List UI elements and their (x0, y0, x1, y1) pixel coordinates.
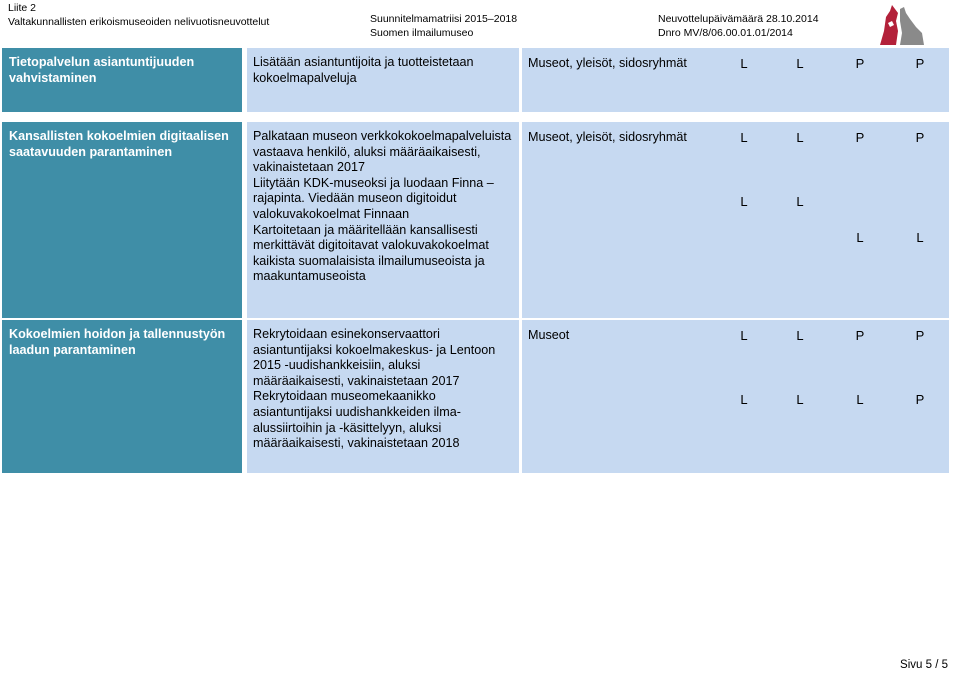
matrix-title: Suunnitelmamatriisi 2015–2018 (370, 13, 518, 25)
year-2015-mark: L (740, 194, 748, 209)
year-2017-mark: P (855, 130, 865, 145)
target-and-marks-cell (522, 48, 949, 112)
goal-text: Tietopalvelun asiantuntijuuden vahvistaminen (9, 55, 195, 85)
action-text: Kartoitetaan ja määritellään kansallisesti merkittävät digitoitavat valokuvakokoelmat kaikista suomalaisista ilmailumuseoista ja maakuntamuseoista (253, 222, 489, 284)
year-2015-mark: L (740, 328, 748, 343)
goal-text: Kansallisten kokoelmien digitaalisen saatavuuden parantaminen (9, 129, 229, 159)
museum-name: Suomen ilmailumuseo (370, 27, 474, 39)
year-2016-mark: L (796, 130, 804, 145)
goal-text: Kokoelmien hoidon ja tallennustyön laadun parantaminen (9, 327, 226, 357)
goal-cell (2, 320, 243, 473)
goal-cell (2, 48, 243, 112)
negotiation-title: Valtakunnallisten erikoismuseoiden nelivuotisneuvottelut (8, 16, 270, 28)
target-and-marks-cell (522, 320, 949, 473)
year-2015-mark: L (740, 392, 748, 407)
record-number: Dnro MV/8/06.00.01.01/2014 (658, 27, 793, 39)
year-2015-mark: L (740, 130, 748, 145)
action-text: Lisätään asiantuntijoita ja tuotteistetaan kokoelmapalveluja (253, 55, 474, 85)
year-2017-mark: P (855, 328, 865, 343)
goal-cell (2, 122, 243, 318)
action-text: Palkataan museon verkkokokoelmapalveluista vastaava henkilö, aluksi määräaikaisesti, vakinaistetaan 2017 (253, 129, 512, 175)
year-2016-mark: L (796, 56, 804, 71)
target-group-text: Museot (528, 328, 570, 342)
page-header (0, 0, 960, 46)
action-text: Rekrytoidaan museomekaanikko asiantuntijaksi uudishankkeiden ilma-alussiirtoihin ja -käsittelyyn, aluksi määräaikaisesti, vakinaistetaan 2018 (253, 389, 461, 451)
year-2015-mark: L (740, 56, 748, 71)
action-text: Rekrytoidaan esinekonservaattori asiantuntijaksi kokoelmakeskus- ja Lentoon 2015 -uudishankkeisiin, aluksi määräaikaisesti, vakinaistetaan 2017 (253, 327, 496, 388)
table-row (0, 48, 960, 112)
row-spacer (2, 115, 949, 122)
negotiation-date: Neuvottelupäivämäärä 28.10.2014 (658, 13, 819, 25)
year-2016-mark: L (796, 392, 804, 407)
table-row (0, 122, 960, 318)
year-2017-mark: P (855, 56, 865, 71)
year-2017-mark: L (856, 230, 864, 245)
actions-cell (246, 48, 519, 112)
year-2016-mark: L (796, 328, 804, 343)
year-2016-mark: L (796, 194, 804, 209)
table-row (0, 320, 960, 473)
year-2018-mark: P (915, 328, 925, 343)
page-number-text: Sivu 5 / 5 (900, 659, 948, 671)
target-and-marks-cell (522, 122, 949, 318)
year-2018-mark: P (915, 56, 925, 71)
page-number (900, 659, 948, 671)
year-2018-mark: P (915, 130, 925, 145)
year-2017-mark: L (856, 392, 864, 407)
year-2018-mark: P (915, 392, 925, 407)
target-group-text: Museot, yleisöt, sidosryhmät (528, 130, 687, 144)
year-2018-mark: L (916, 230, 924, 245)
actions-cell (246, 320, 519, 473)
attachment-label: Liite 2 (8, 2, 37, 14)
target-group-text: Museot, yleisöt, sidosryhmät (528, 56, 687, 70)
actions-cell (246, 122, 519, 318)
ministry-logo-icon (866, 3, 926, 47)
action-text: Liitytään KDK-museoksi ja luodaan Finna –rajapinta. Viedään museon digitoidut valokuvakokoelmat Finnaan (253, 175, 494, 221)
